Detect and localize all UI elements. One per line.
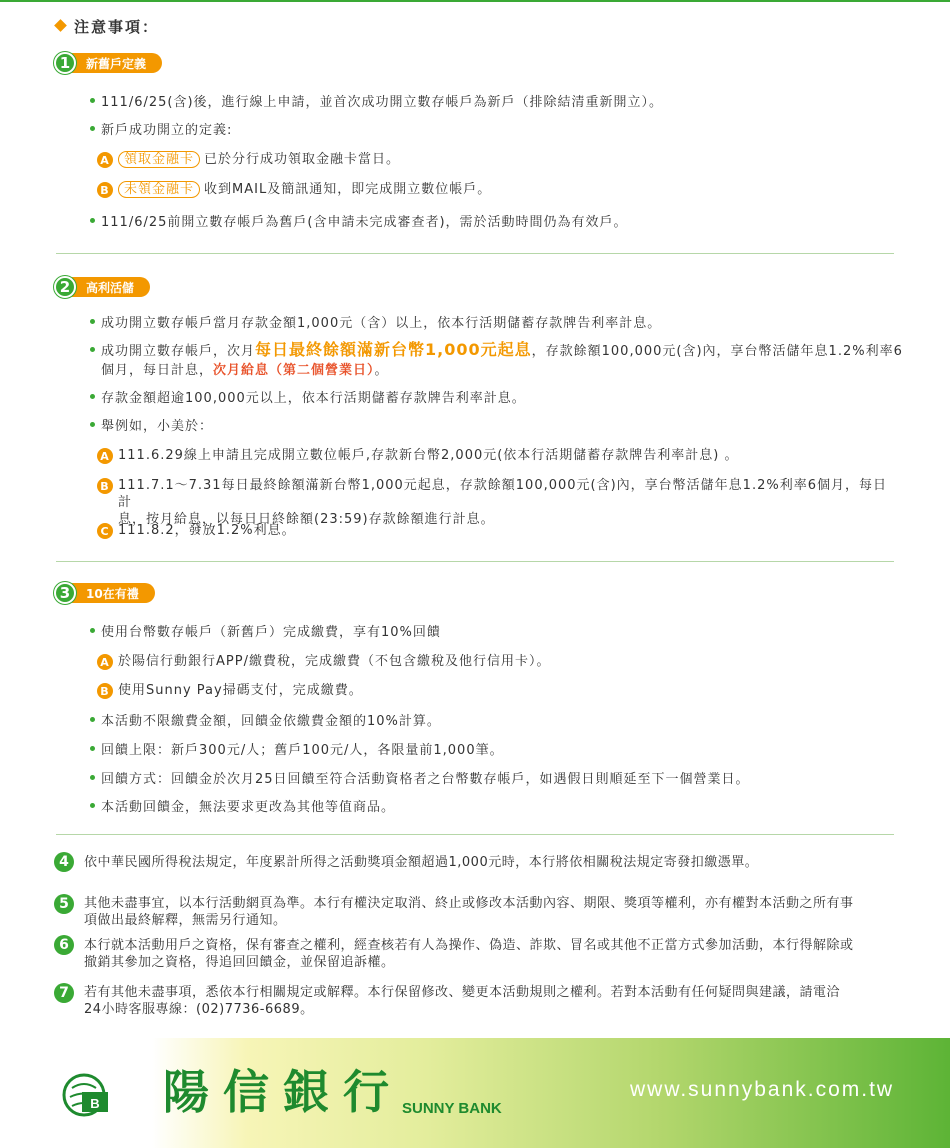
note-line: 本行就本活動用戶之資格，保有審查之權利，經查核若有人為操作、偽造、詐欺、冒名或其他不正當方式參加活動，本行得解除或 (84, 938, 854, 953)
bullet-item (90, 340, 903, 361)
section-number: 1 (54, 52, 76, 74)
note-line: 項做出最終解釋，無需另行通知。 (84, 913, 287, 928)
highlight-text: 每日最終餘額滿新台幣1,000元起息 (255, 340, 532, 359)
bullet-item (90, 623, 441, 642)
sub-text: 已於分行成功領取金融卡當日。 (204, 152, 401, 167)
svg-text:B: B (90, 1096, 100, 1111)
sub-text: 收到MAIL及簡訊通知，即完成開立數位帳戶。 (204, 182, 492, 197)
bank-name-chinese: 陽信銀行 (163, 1065, 403, 1119)
bullet-text: ，存款餘額100,000元(含)內，享台幣活儲年息1.2%利率6 (531, 344, 903, 359)
section-label: 高利活儲 (72, 277, 150, 297)
bullet-text: 。 (374, 363, 389, 378)
diamond-icon (54, 19, 67, 32)
bullet-dot-icon (90, 319, 95, 324)
bullet-dot-icon (90, 628, 95, 633)
section-number: 3 (54, 582, 76, 604)
bank-name-english: SUNNY BANK (402, 1100, 502, 1117)
bullet-item (90, 93, 663, 112)
letter-b-icon: B (97, 683, 113, 699)
bullet-item (90, 741, 504, 760)
bullet-text: 使用台幣數存帳戶（新舊戶）完成繳費，享有10%回饋 (101, 625, 441, 640)
letter-a-icon: A (97, 654, 113, 670)
sub-item-a (97, 447, 739, 464)
bullet-dot-icon (90, 803, 95, 808)
bullet-item (90, 213, 628, 232)
letter-a-icon: A (97, 152, 113, 168)
note-number-icon: 4 (54, 852, 74, 872)
section-divider (56, 253, 894, 254)
letter-c-icon: C (97, 523, 113, 539)
bullet-dot-icon (90, 394, 95, 399)
note-text (84, 984, 899, 1018)
section-header-3 (54, 582, 155, 604)
bullet-dot-icon (90, 126, 95, 131)
section-label: 新舊戶定義 (72, 53, 162, 73)
note-number-icon: 6 (54, 935, 74, 955)
website-url[interactable]: www.sunnybank.com.tw (630, 1078, 895, 1101)
bullet-dot-icon (90, 422, 95, 427)
bullet-text: 111/6/25前開立數存帳戶為舊戶(含申請未完成審查者)，需於活動時間仍為有效戶。 (101, 215, 628, 230)
notice-title-text: 注意事項： (74, 18, 160, 36)
bullet-dot-icon (90, 98, 95, 103)
bullet-item (90, 389, 526, 408)
bullet-dot-icon (90, 218, 95, 223)
red-highlight-text: 次月給息（第二個營業日） (213, 363, 375, 378)
note-line: 依中華民國所得稅法規定，年度累計所得之活動獎項金額超過1,000元時，本行將依相關稅法規定寄發扣繳憑單。 (84, 855, 759, 870)
bullet-text: 回饋方式：回饋金於次月25日回饋至符合活動資格者之台幣數存帳戶，如遇假日則順延至下一個營業日。 (101, 772, 750, 787)
note-line: 其他未盡事宜，以本行活動網頁為準。本行有權決定取消、終止或修改本活動內容、期限、獎項等權利，亦有權對本活動之所有事 (84, 896, 854, 911)
note-text (84, 895, 899, 929)
tag-label: 領取金融卡 (118, 151, 200, 168)
letter-b-icon: B (97, 182, 113, 198)
sub-text: 使用Sunny Pay掃碼支付，完成繳費。 (118, 683, 363, 698)
sunny-bank-logo-icon (62, 1070, 112, 1120)
bullet-text: 成功開立數存帳戶，次月 (101, 344, 256, 359)
note-text (84, 937, 899, 971)
sub-text: 於陽信行動銀行APP/繳費稅，完成繳費（不包含繳稅及他行信用卡）。 (118, 654, 551, 669)
note-line: 撤銷其參加之資格，得追回回饋金，並保留追訴權。 (84, 955, 395, 970)
bullet-item (90, 712, 441, 731)
sub-item-b (97, 477, 897, 528)
bullet-text: 111/6/25(含)後，進行線上申請，並首次成功開立數存帳戶為新戶（排除結清重新開立）。 (101, 95, 664, 110)
letter-a-icon: A (97, 448, 113, 464)
bullet-text: 成功開立數存帳戶當月存款金額1,000元（含）以上，依本行活期儲蓄存款牌告利率計息。 (101, 316, 662, 331)
bullet-item (90, 770, 750, 789)
sub-item-a (97, 151, 400, 168)
sub-text: 111.7.1～7.31每日最終餘額滿新台幣1,000元起息，存款餘額100,000元(含)內，享台幣活儲年息1.2%利率6個月，每日計 (118, 478, 887, 510)
bullet-continuation (101, 361, 389, 380)
bullet-dot-icon (90, 775, 95, 780)
bullet-dot-icon (90, 347, 95, 352)
bullet-text: 存款金額超逾100,000元以上，依本行活期儲蓄存款牌告利率計息。 (101, 391, 526, 406)
section-divider (56, 834, 894, 835)
bullet-item (90, 121, 232, 140)
note-text (84, 854, 899, 871)
bullet-item (90, 798, 395, 817)
sub-text: 111.8.2，發放1.2%利息。 (118, 523, 296, 538)
tag-label: 未領金融卡 (118, 181, 200, 198)
section-header-2 (54, 276, 150, 298)
bullet-text: 個月，每日計息， (101, 363, 214, 378)
notice-title (56, 16, 159, 37)
bullet-text: 回饋上限：新戶300元/人；舊戶100元/人，各限量前1,000筆。 (101, 743, 504, 758)
bullet-text: 本活動回饋金，無法要求更改為其他等值商品。 (101, 800, 396, 815)
sub-text: 111.6.29線上申請且完成開立數位帳戶,存款新台幣2,000元(依本行活期儲蓄存款牌告利率計息) 。 (118, 448, 739, 463)
bullet-text: 新戶成功開立的定義: (101, 123, 233, 138)
bullet-text: 本活動不限繳費金額，回饋金依繳費金額的10%計算。 (101, 714, 441, 729)
bullet-dot-icon (90, 717, 95, 722)
sub-item-b (97, 181, 491, 198)
section-number: 2 (54, 276, 76, 298)
section-header-1 (54, 52, 162, 74)
bullet-dot-icon (90, 746, 95, 751)
note-line: 24小時客服專線：(02)7736-6689。 (84, 1002, 314, 1017)
section-label: 10在有禮 (72, 583, 155, 603)
sub-item-c (97, 522, 296, 539)
sub-text-block (118, 477, 897, 528)
note-number-icon: 5 (54, 894, 74, 914)
letter-b-icon: B (97, 478, 113, 494)
bullet-item (90, 314, 661, 333)
note-number-icon: 7 (54, 983, 74, 1003)
bullet-item (90, 417, 213, 436)
note-line: 若有其他未盡事項，悉依本行相關規定或解釋。本行保留修改、變更本活動規則之權利。若對本活動有任何疑問與建議，請電洽 (84, 985, 841, 1000)
sub-text: 息，按月給息，以每日日終餘額(23:59)存款餘額進行計息。 (118, 512, 495, 527)
top-divider (0, 0, 950, 2)
bullet-text: 舉例如，小美於： (101, 419, 214, 434)
sub-item-b (97, 682, 363, 699)
section-divider (56, 561, 894, 562)
sub-item-a (97, 653, 550, 670)
